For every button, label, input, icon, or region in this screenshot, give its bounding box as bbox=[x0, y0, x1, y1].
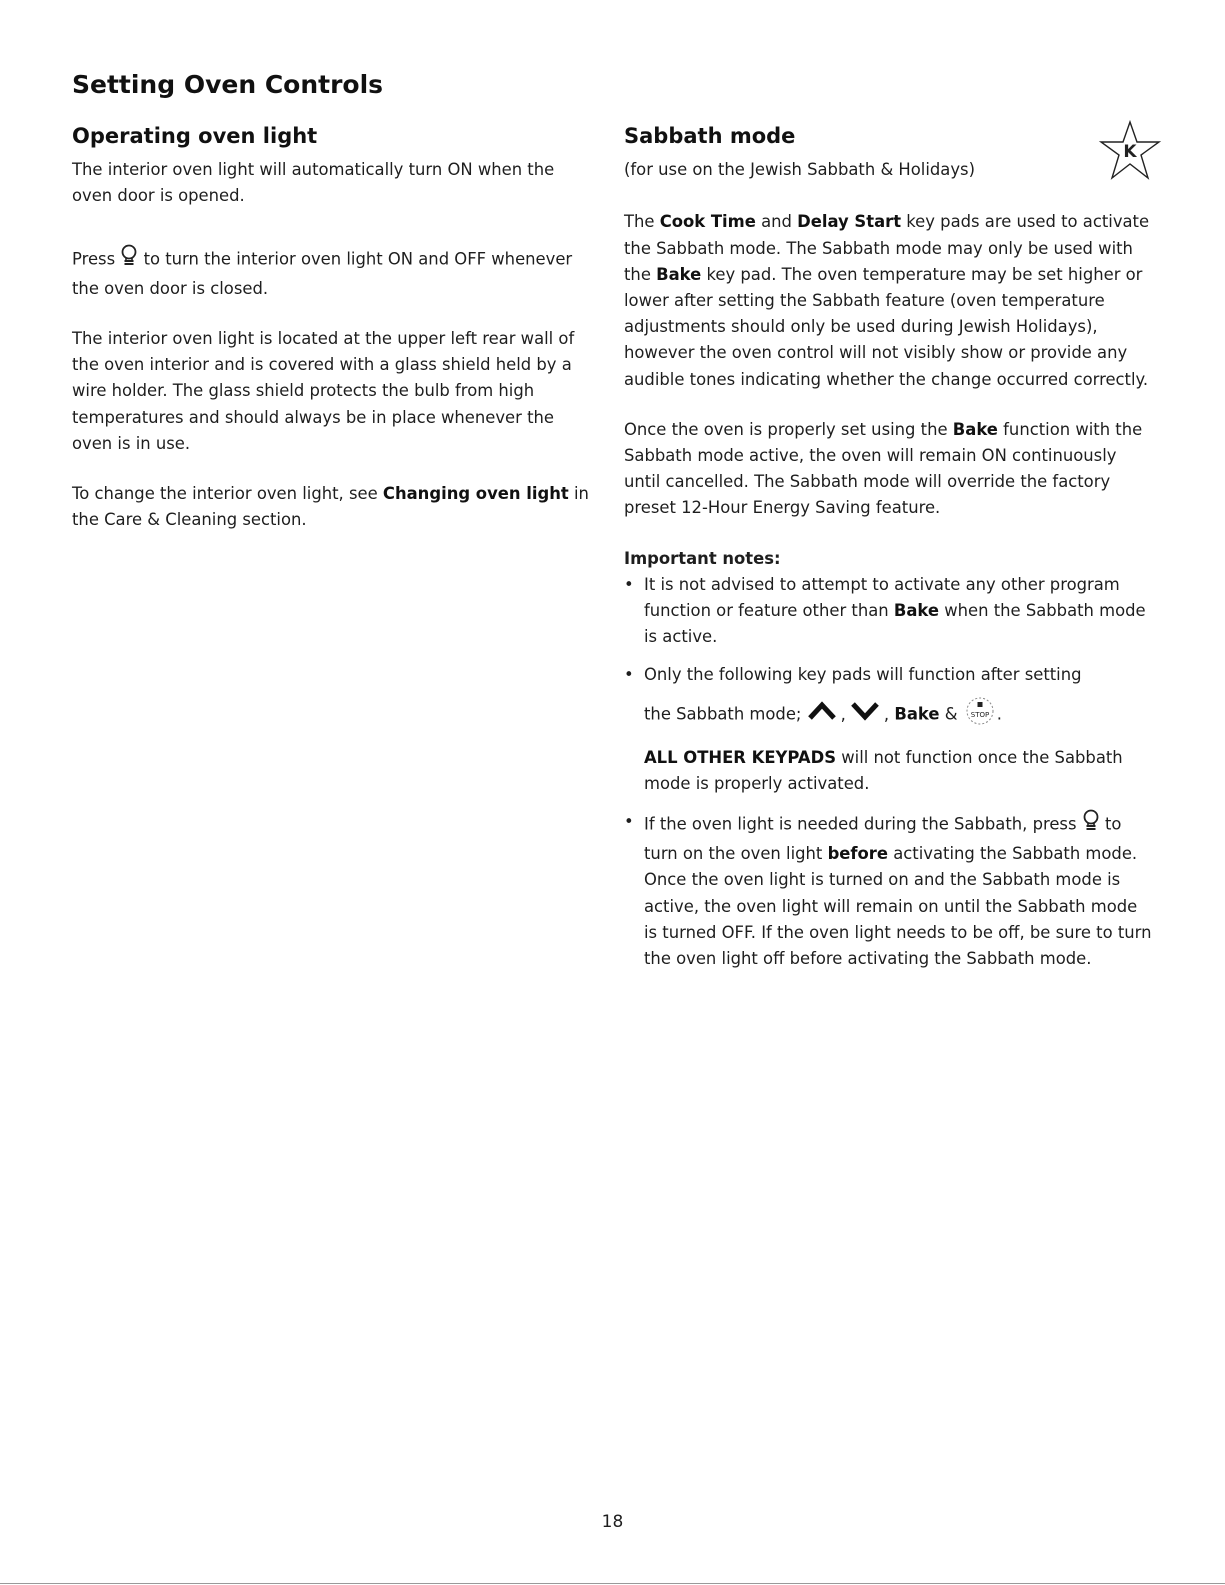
all-other-keypads-note: ALL OTHER KEYPADS will not function once the Sabbath mode is properly activated. bbox=[644, 747, 1123, 793]
list-item: • It is not advised to attempt to activate any other program function or feature other than Bake when the Sabbath mode is active. bbox=[624, 574, 1146, 647]
operating-oven-light-section bbox=[72, 124, 592, 533]
paragraph-change-light: To change the interior oven light, see Changing oven light in the Care & Cleaning section. bbox=[72, 484, 589, 530]
up-arrow-icon bbox=[807, 701, 837, 729]
sabbath-subtitle: (for use on the Jewish Sabbath & Holidays) bbox=[624, 160, 975, 180]
paragraph-press-light: Press to turn the interior oven light ON and OFF whenever the oven door is closed. bbox=[72, 244, 592, 302]
light-bulb-icon bbox=[1082, 809, 1100, 841]
section-heading-sabbath: Sabbath mode bbox=[624, 124, 796, 148]
down-arrow-icon bbox=[850, 701, 880, 729]
section-heading-oven-light: Operating oven light bbox=[72, 124, 318, 148]
page-number: 18 bbox=[601, 1512, 624, 1532]
paragraph-auto-light: The interior oven light will automatically turn ON when the oven door is opened. bbox=[72, 160, 555, 206]
light-bulb-icon bbox=[120, 244, 138, 276]
kosher-star-icon bbox=[1098, 120, 1162, 186]
svg-text:K: K bbox=[1123, 142, 1137, 162]
bottom-rule bbox=[0, 1583, 1225, 1584]
link-changing-oven-light: Changing oven light bbox=[382, 484, 569, 504]
important-notes-list bbox=[624, 572, 1154, 973]
sabbath-mode-section bbox=[624, 124, 1154, 984]
page-title: Setting Oven Controls bbox=[72, 70, 384, 99]
paragraph-light-location: The interior oven light is located at the upper left rear wall of the oven interior and is covered with a glass shield held by a wire holder. The glass shield protects the bulb from high temperatures and should always be in place whenever the oven is in use. bbox=[72, 329, 575, 453]
svg-text:STOP: STOP bbox=[970, 711, 989, 720]
paragraph-sabbath-activation: The Cook Time and Delay Start key pads are used to activate the Sabbath mode. The Sabbath mode may only be used with the Bake key pad. The oven temperature may be set higher or lower after setting the Sabbath feature (oven temperature adjustments should only be used during Jewish Holidays), however the oven control will not visibly show or provide any audible tones indicating whether the change occurred correctly. bbox=[624, 212, 1150, 389]
stop-icon bbox=[963, 696, 997, 734]
list-item: • Only the following key pads will function after setting the Sabbath mode; , , Bake & STOP . ALL OTHER KEYPADS will not function once the Sabbath mode is properly activated. bbox=[624, 662, 1154, 797]
list-item: • If the oven light is needed during the Sabbath, press to turn on the oven light before activating the Sabbath mode. Once the oven light is turned on and the Sabbath mode is active, the oven light will remain on until the Sabbath mode is turned OFF. If the oven light needs to be off, be sure to turn the oven light off before activating the Sabbath mode. bbox=[624, 809, 1154, 972]
important-notes-title: Important notes: bbox=[624, 548, 781, 568]
paragraph-sabbath-bake: Once the oven is properly set using the Bake function with the Sabbath mode active, the oven will remain ON continuously until cancelled. The Sabbath mode will override the factory preset 12-Hour Energy Saving feature. bbox=[624, 419, 1143, 518]
